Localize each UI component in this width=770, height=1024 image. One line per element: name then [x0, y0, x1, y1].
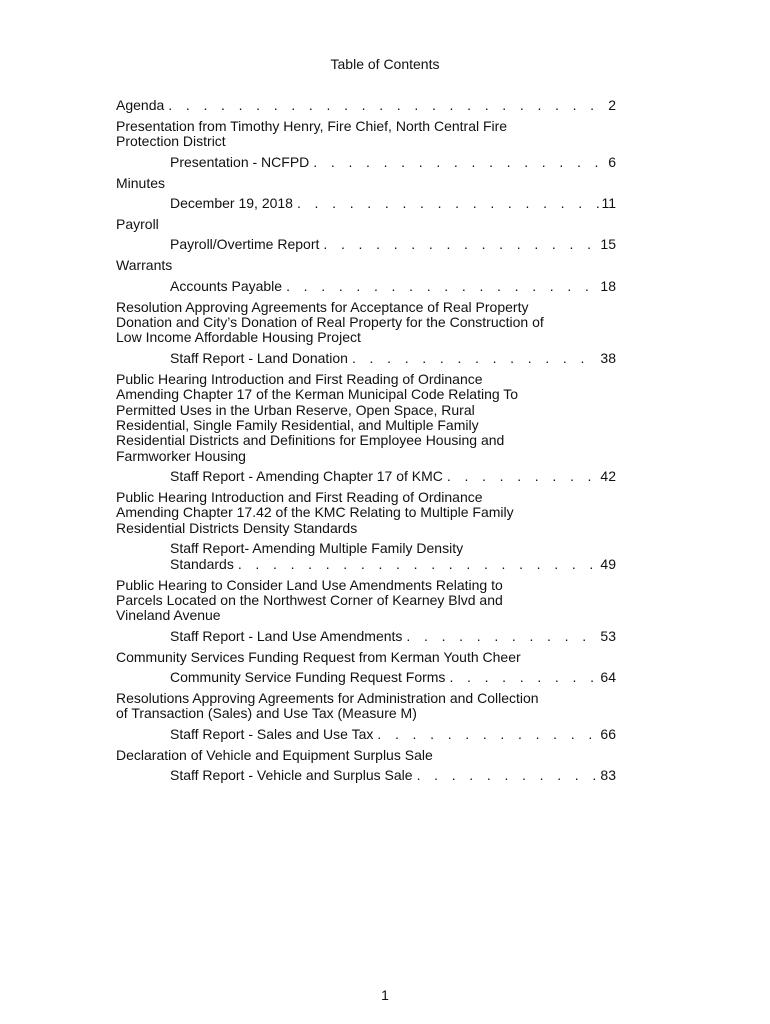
- toc-entry[interactable]: [170, 541, 616, 572]
- toc-section-heading: Community Services Funding Request from Kerman Youth Cheer: [116, 648, 521, 665]
- toc-entry-label: Staff Report - Amending Chapter 17 of KMC: [170, 468, 443, 485]
- dot-leader: [348, 351, 598, 366]
- toc-entry[interactable]: [170, 279, 616, 294]
- toc-entry[interactable]: [170, 155, 616, 170]
- toc-section-heading: Declaration of Vehicle and Equipment Surplus Sale: [116, 746, 433, 763]
- page-title: Table of Contents: [330, 56, 440, 72]
- toc-entry-label: Staff Report - Land Use Amendments: [170, 627, 403, 644]
- dot-leader: [402, 629, 598, 644]
- toc-entry-page: 66: [600, 725, 616, 742]
- toc-entry-label: Agenda: [116, 97, 165, 113]
- table-of-contents: [116, 98, 616, 789]
- toc-section-heading: Minutes: [116, 174, 166, 191]
- toc-entry[interactable]: [170, 469, 616, 484]
- dot-leader: [164, 98, 606, 113]
- toc-entry[interactable]: [170, 670, 616, 685]
- toc-entry-label: Presentation - NCFPD: [170, 153, 310, 170]
- toc-entry-page: 64: [600, 669, 616, 686]
- toc-entry-label: Payroll/Overtime Report: [170, 236, 320, 253]
- toc-entry-label-line: Staff Report- Amending Multiple Family Density: [170, 540, 464, 557]
- dot-leader: [234, 557, 599, 572]
- dot-leader: [282, 279, 598, 294]
- toc-entry-label: Staff Report - Land Donation: [170, 349, 348, 366]
- toc-section-heading: Warrants: [116, 257, 173, 274]
- toc-entry-page: 42: [600, 468, 616, 485]
- toc-entry-label: Staff Report - Sales and Use Tax: [170, 725, 374, 742]
- toc-entry[interactable]: [170, 768, 616, 783]
- toc-entry-page: 11: [601, 195, 616, 212]
- toc-section-heading: Public Hearing to Consider Land Use Amendments Relating to Parcels Located on the Northwest Corner of Kearney Blvd and Vineland Avenue: [116, 576, 503, 624]
- toc-section-heading: Payroll: [116, 215, 159, 232]
- toc-entry-page: 53: [600, 627, 616, 644]
- toc-entry-label: Standards: [170, 555, 234, 572]
- toc-entry[interactable]: [170, 237, 616, 252]
- dot-leader: [445, 670, 598, 685]
- toc-section-heading: Resolutions Approving Agreements for Administration and Collection of Transaction (Sales) and Use Tax (Measure M): [116, 690, 539, 722]
- toc-entry-label: Accounts Payable: [170, 277, 283, 294]
- toc-section-heading: Resolution Approving Agreements for Acceptance of Real Property Donation and City’s Donation of Real Property for the Construction of Low Income Affordable Housing Project: [116, 298, 544, 346]
- toc-entry-page: 83: [600, 767, 616, 784]
- toc-entry[interactable]: [170, 629, 616, 644]
- toc-entry-label: Community Service Funding Request Forms: [170, 669, 446, 686]
- toc-entry[interactable]: [170, 196, 616, 211]
- dot-leader: [309, 155, 606, 170]
- toc-entry[interactable]: [170, 727, 616, 742]
- dot-leader: [413, 768, 599, 783]
- toc-entry-page: 49: [600, 555, 616, 572]
- toc-section-heading: Public Hearing Introduction and First Reading of Ordinance Amending Chapter 17 of the Kerman Municipal Code Relating To Permitted Uses in the Urban Reserve, Open Space, Rural Residential, Single Family Residential, and Multiple Family Residential Districts and Definitions for Employee Housing and Farmworker Housing: [116, 370, 519, 464]
- toc-entry-page: 2: [608, 97, 616, 113]
- toc-entry-page: 15: [600, 236, 616, 253]
- toc-section-heading: Public Hearing Introduction and First Reading of Ordinance Amending Chapter 17.42 of the KMC Relating to Multiple Family Residential Districts Density Standards: [116, 489, 514, 536]
- toc-entry[interactable]: [170, 351, 616, 366]
- toc-entry-label: Staff Report - Vehicle and Surplus Sale: [170, 767, 413, 784]
- dot-leader: [373, 727, 598, 742]
- toc-entry-page: 6: [608, 153, 616, 170]
- dot-leader: [443, 469, 599, 484]
- dot-leader: [319, 237, 598, 252]
- toc-entry-agenda[interactable]: [116, 98, 616, 113]
- page-number: 1: [381, 987, 389, 1003]
- toc-entry-page: 38: [600, 349, 616, 366]
- toc-entry-page: 18: [600, 277, 616, 294]
- toc-entry-label: December 19, 2018: [170, 195, 293, 212]
- toc-section-heading: Presentation from Timothy Henry, Fire Chief, North Central Fire Protection District: [116, 117, 508, 150]
- dot-leader: [293, 196, 599, 211]
